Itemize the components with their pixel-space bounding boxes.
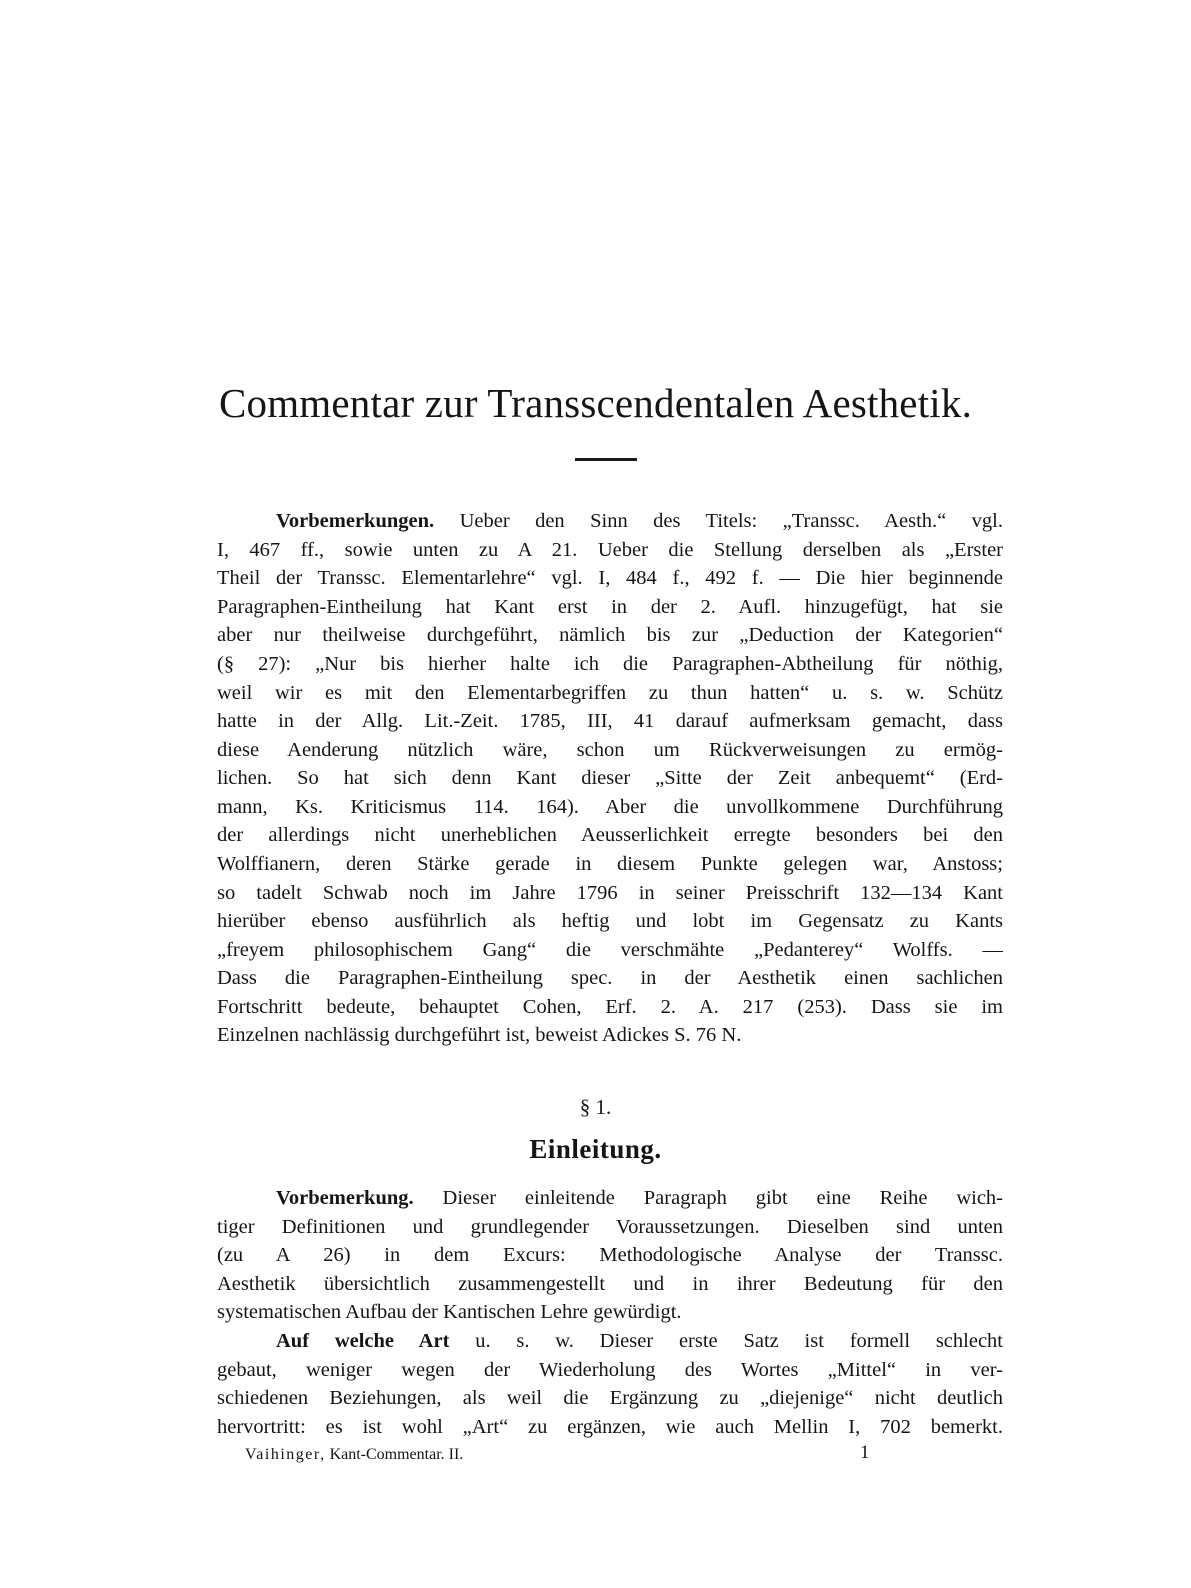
section-number: § 1. xyxy=(579,1095,612,1119)
title-rule xyxy=(575,458,637,461)
remark-heading: Vorbemerkung. xyxy=(276,1187,414,1209)
remark-first-line-text: Dieser einleitende Paragraph gibt eine Reihe wich- xyxy=(442,1187,1003,1209)
preface-line: lichen. So hat sich denn Kant dieser „Sitte der Zeit anbequemt“ (Erd- xyxy=(217,767,1003,789)
preface-first-line-text: Ueber den Sinn des Titels: „Transsc. Aesth.“ vgl. xyxy=(459,510,1003,532)
remark-line-1 xyxy=(276,1184,1003,1213)
preface-line: I, 467 ff., sowie unten zu A 21. Ueber die Stellung derselben als „Erster xyxy=(217,539,1003,561)
preface-heading: Vorbemerkungen. xyxy=(276,510,435,532)
remark-line: tiger Definitionen und grundlegender Voraussetzungen. Dieselben sind unten xyxy=(217,1216,1003,1238)
preface-line: Fortschritt bedeute, behauptet Cohen, Erf. 2. A. 217 (253). Dass sie im xyxy=(217,996,1003,1018)
comment-line: schiedenen Beziehungen, als weil die Ergänzung zu „diejenige“ nicht deutlich xyxy=(217,1387,1003,1409)
comment-line: gebaut, weniger wegen der Wiederholung des Wortes „Mittel“ in ver- xyxy=(217,1359,1003,1381)
footer-work: Kant-Commentar. II. xyxy=(329,1446,464,1463)
comment-line-1 xyxy=(276,1327,1003,1356)
preface-line: Theil der Transsc. Elementarlehre“ vgl. I, 484 f., 492 f. — Die hier beginnende xyxy=(217,567,1003,589)
comment-line: hervortritt: es ist wohl „Art“ zu ergänzen, wie auch Mellin I, 702 bemerkt. xyxy=(217,1416,1003,1438)
page-number: 1 xyxy=(860,1442,870,1463)
preface-line-1 xyxy=(276,507,1003,536)
page-title: Commentar zur Transscendentalen Aesthetik. xyxy=(218,380,973,426)
footer-author: Vaihinger, xyxy=(245,1446,326,1463)
preface-line: mann, Ks. Kriticismus 114. 164). Aber die unvollkommene Durchführung xyxy=(217,796,1003,818)
preface-line: Dass die Paragraphen-Eintheilung spec. in der Aesthetik einen sachlichen xyxy=(217,967,1003,989)
section-title: Einleitung. xyxy=(529,1134,662,1164)
comment-first-line-text: u. s. w. Dieser erste Satz ist formell schlecht xyxy=(475,1330,1003,1352)
preface-line: Einzelnen nachlässig durchgeführt ist, beweist Adickes S. 76 N. xyxy=(217,1024,742,1046)
preface-line: hatte in der Allg. Lit.-Zeit. 1785, III, 41 darauf aufmerksam gemacht, dass xyxy=(217,710,1003,732)
remark-line: (zu A 26) in dem Excurs: Methodologische Analyse der Transsc. xyxy=(217,1244,1003,1266)
remark-line: systematischen Aufbau der Kantischen Lehre gewürdigt. xyxy=(217,1301,682,1323)
preface-line: diese Aenderung nützlich wäre, schon um Rückverweisungen zu ermög- xyxy=(217,739,1003,761)
preface-line: hierüber ebenso ausführlich als heftig und lobt im Gegensatz zu Kants xyxy=(217,910,1003,932)
preface-line: so tadelt Schwab noch im Jahre 1796 in seiner Preisschrift 132—134 Kant xyxy=(217,882,1003,904)
preface-line: Paragraphen-Eintheilung hat Kant erst in der 2. Aufl. hinzugefügt, hat sie xyxy=(217,596,1003,618)
preface-line: (§ 27): „Nur bis hierher halte ich die Paragraphen-Abtheilung für nöthig, xyxy=(217,653,1003,675)
footer-signature xyxy=(245,1444,463,1466)
comment-heading: Auf welche Art xyxy=(276,1330,450,1352)
preface-line: „freyem philosophischem Gang“ die verschmähte „Pedanterey“ Wolffs. — xyxy=(217,939,1003,961)
preface-line: weil wir es mit den Elementarbegriffen zu thun hatten“ u. s. w. Schütz xyxy=(217,682,1003,704)
preface-line: aber nur theilweise durchgeführt, nämlich bis zur „Deduction der Kategorien“ xyxy=(217,624,1003,646)
preface-line: Wolffianern, deren Stärke gerade in diesem Punkte gelegen war, Anstoss; xyxy=(217,853,1003,875)
remark-line: Aesthetik übersichtlich zusammengestellt und in ihrer Bedeutung für den xyxy=(217,1273,1003,1295)
preface-line: der allerdings nicht unerheblichen Aeusserlichkeit erregte besonders bei den xyxy=(217,824,1003,846)
